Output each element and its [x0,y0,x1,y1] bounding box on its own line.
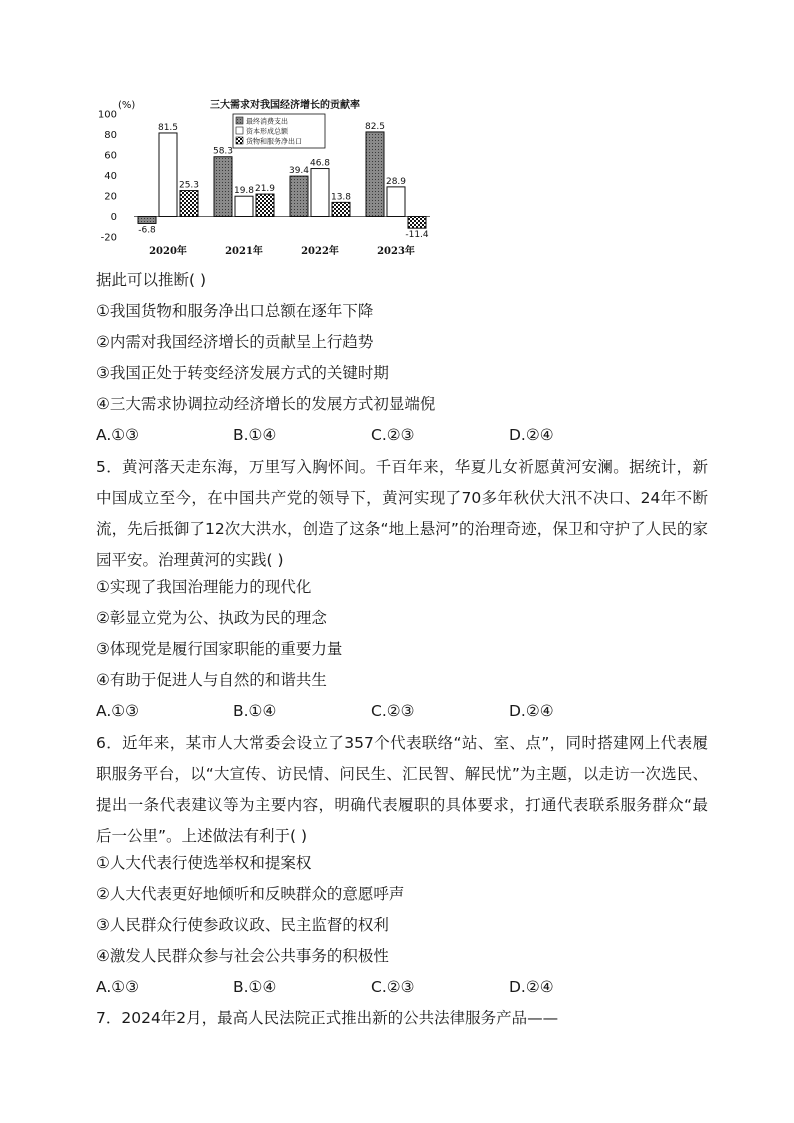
value-label: 28.9 [385,176,407,187]
legend [233,114,325,148]
bar-0-1 [214,157,232,217]
q5-option-c: C.②③ [371,702,415,720]
q5-statement-1: ①实现了我国治理能力的现代化 [96,578,312,596]
value-label: 81.5 [157,122,179,133]
y-tick-label: 40 [104,171,117,182]
q4-option-d: D.②④ [509,426,554,444]
y-axis-unit: (%) [118,100,136,111]
q5-statement-3: ③体现党是履行国家职能的重要力量 [96,640,343,658]
value-label: 21.9 [254,184,276,195]
q5-option-a: A.①③ [96,702,140,720]
bar-0-3 [366,132,384,217]
value-label: 58.3 [212,146,234,157]
q5-statement-2: ②彰显立党为公、执政为民的理念 [96,609,327,627]
x-tick-label: 2023年 [377,246,415,257]
q4-option-c: C.②③ [371,426,415,444]
q5-stem: 5．黄河落天走东海，万里写入胸怀间。千百年来，华夏儿女祈愿黄河安澜。据统计，新中国成立至今，在中国共产党的领导下，黄河实现了70多年秋伏大汛不决口、24年不断流，先后抵御了12次大洪水，创造了这条“地上悬河”的治理奇迹，保卫和守护了人民的家园平安。治理黄河的实践( ) [96,458,708,569]
value-label: 39.4 [288,166,310,177]
bar-2-2 [332,202,350,216]
bar-1-1 [235,196,253,216]
value-label: -6.8 [138,225,156,236]
value-label: 25.3 [178,180,200,191]
q6-statement-4: ④激发人民群众参与社会公共事务的积极性 [96,947,389,965]
chart-title: 三大需求对我国经济增长的贡献率 [210,100,360,111]
y-tick-label: 80 [104,130,117,141]
q4-statement-2: ②内需对我国经济增长的贡献呈上行趋势 [96,333,374,351]
x-axis-labels [149,244,415,257]
q6-statement-1: ①人大代表行使选举权和提案权 [96,854,312,872]
contribution-bar-chart [90,92,440,262]
bar-1-2 [311,169,329,217]
legend-label: 资本形成总额 [246,127,288,136]
q5-statement-4: ④有助于促进人与自然的和谐共生 [96,671,327,689]
bar-2-0 [180,191,198,217]
q6-option-d: D.②④ [509,978,554,996]
value-label: 46.8 [309,158,331,169]
x-tick-label: 2020年 [149,246,187,257]
y-tick-label: 20 [104,191,117,203]
value-label: 13.8 [330,192,352,203]
x-tick-label: 2021年 [225,246,263,257]
value-label: 82.5 [364,121,386,132]
y-tick-label: 100 [97,109,117,121]
q4-statement-4: ④三大需求协调拉动经济增长的发展方式初显端倪 [96,395,436,413]
y-tick-label: 0 [110,212,117,223]
value-label: 19.8 [233,186,255,197]
legend-label: 最终消费支出 [246,117,288,126]
y-tick-label: -20 [100,232,117,244]
q4-option-b: B.①④ [233,426,277,444]
legend-swatch [236,127,243,134]
q4-stem: 据此可以推断( ) [96,271,207,289]
q5-option-d: D.②④ [509,702,554,720]
legend-swatch [236,137,243,144]
bar-0-0 [138,217,156,224]
value-label: -11.4 [405,230,429,241]
q6-option-c: C.②③ [371,978,415,996]
q7-stem: 7．2024年2月，最高人民法院正式推出新的公共法律服务产品—— [96,1009,559,1027]
q4-statement-1: ①我国货物和服务净出口总额在逐年下降 [96,302,374,320]
q6-option-b: B.①④ [233,978,277,996]
bar-1-3 [387,187,405,217]
q6-option-a: A.①③ [96,978,140,996]
q6-statement-2: ②人大代表更好地倾听和反映群众的意愿呼声 [96,885,405,903]
q4-option-a: A.①③ [96,426,140,444]
bar-0-2 [290,176,308,216]
bar-2-1 [256,194,274,216]
x-tick-label: 2022年 [301,246,339,257]
q6-stem: 6．近年来，某市人大常委会设立了357个代表联络“站、室、点”，同时搭建网上代表履职服务平台，以“大宣传、访民情、问民生、汇民智、解民忧”为主题，以走访一次选民、提出一条代表建议等为主要内容，明确代表履职的具体要求，打通代表联系服务群众“最后一公里”。上述做法有利于( ) [96,734,708,845]
y-tick-label: 60 [104,150,117,162]
bar-2-3 [408,217,426,229]
legend-label: 货物和服务净出口 [246,137,302,146]
bar-1-0 [159,133,177,217]
legend-swatch [236,117,243,124]
q6-statement-3: ③人民群众行使参政议政、民主监督的权利 [96,916,389,934]
q4-statement-3: ③我国正处于转变经济发展方式的关键时期 [96,364,389,382]
q5-option-b: B.①④ [233,702,277,720]
